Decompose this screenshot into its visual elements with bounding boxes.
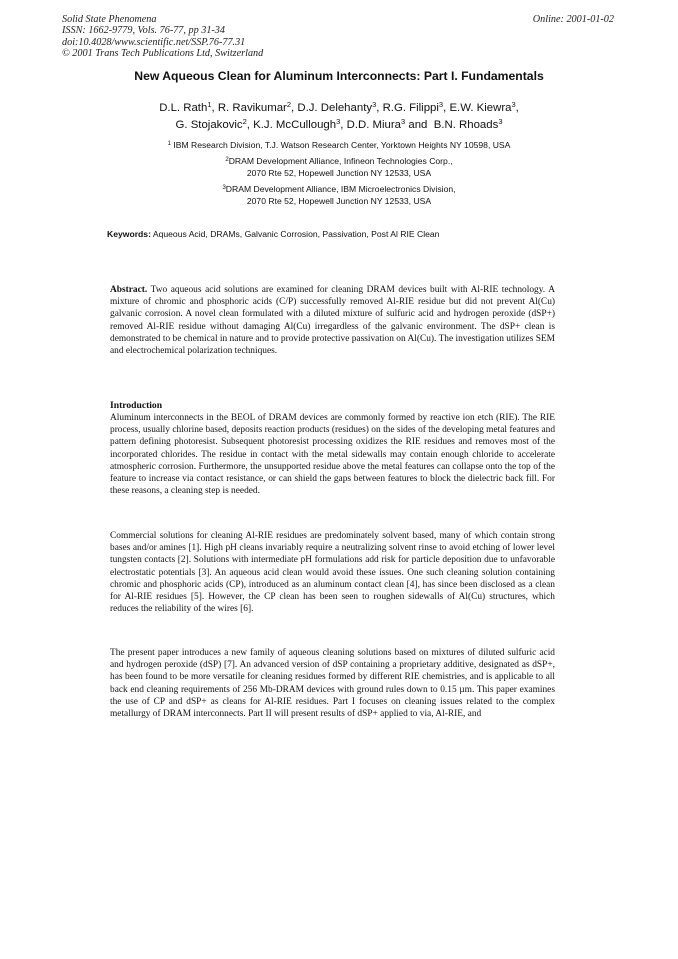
author: E.W. Kiewra$^3$, <box>449 100 519 114</box>
paragraph-3: The present paper introduces a new family of aqueous cleaning solutions based on mixtures of diluted sulfuric acid and hydrogen peroxide (dSP) [7]. An advanced version of dSP containing a proprietary additive, designated as dSP+, has been found to be more versatile for cleaning residues formed by different RIE chemistries, and is applicable to all back end cleaning requirements of 256 Mb-DRAM devices with ground rules down to 0.15 µm. This paper examines the use of CP and dSP+ as cleans for Al-RIE residues. Part I focuses on cleaning issues related to the complex metallurgy of DRAM interconnects. Part II will present results of dSP+ applied to via, Al-RIE, and <box>110 648 555 720</box>
affiliation-1: $^1$ IBM Research Division, T.J. Watson Research Center, Yorktown Heights NY 10598, USA <box>167 140 511 150</box>
keywords-label: Keywords: <box>107 229 151 239</box>
paper-title: New Aqueous Clean for Aluminum Interconnects: Part I. Fundamentals <box>134 69 544 83</box>
author: D.J. Delehanty$^3$, <box>297 100 383 114</box>
author: R. Ravikumar$^2$, <box>217 100 298 114</box>
author: R.G. Filippi$^3$, <box>382 100 450 114</box>
abstract-text: Two aqueous acid solutions are examined for cleaning DRAM devices built with Al-RIE technology. A mixture of chromic and phosphoric acids (C/P) successfully removed Al-RIE residue but did not prevent Al(Cu) galvanic corrosion. A novel clean formulated with a diluted mixture of sulfuric acid and hydrogen peroxide (dSP+) removed Al-RIE residue without damaging Al(Cu) irregardless of the galvanic environment. The dSP+ clean is demonstrated to be chemical in nature and to provide protective passivation on Al(Cu). The investigation utilizes SEM and electrochemical polarization techniques. <box>110 285 555 357</box>
affiliation-3: $^3$DRAM Development Alliance, IBM Microelectronics Division, 2070 Rte 52, Hopewell Junction NY 12533, USA <box>222 184 456 207</box>
author: G. Stojakovic$^2$, <box>175 117 254 131</box>
paragraph-2: Commercial solutions for cleaning Al-RIE residues are predominately solvent based, many of which contain strong bases and/or amines [1]. High pH cleans invariably require a neutralizing solvent rinse to avoid etching of lower level tungsten contacts [2]. Solutions with intermediate pH formulations add risk for particle deposition due to unfavorable electrostatic potentials [3]. An aqueous acid clean would avoid these issues. One such cleaning solution containing chromic and phosphoric acids (CP), introduced as an aluminum contact clean [4], has since been disclosed as a clean for Al-RIE residues [5]. However, the CP clean has been seen to roughen sidewalls of Al(Cu) structures, which reduces the reliability of the wires [6]. <box>110 531 555 615</box>
journal-name: Solid State Phenomena <box>62 14 157 25</box>
keywords-line <box>107 229 439 239</box>
journal-metadata <box>62 14 263 60</box>
author: K.J. McCullough$^3$, <box>253 117 347 131</box>
abstract-label: Abstract. <box>110 285 148 295</box>
author: B.N. Rhoads$^3$ <box>433 117 503 131</box>
author: D.L. Rath$^1$, <box>159 100 218 114</box>
author: D.D. Miura$^3$ and <box>346 117 431 131</box>
author-list <box>0 100 678 134</box>
section-heading-introduction: Introduction <box>110 400 163 411</box>
issn-line: ISSN: 1662-9779, Vols. 76-77, pp 31-34 <box>62 25 225 37</box>
abstract <box>110 284 555 357</box>
paragraph-1: Aluminum interconnects in the BEOL of DRAM devices are commonly formed by reactive ion etch (RIE). The RIE process, usually chlorine based, deposits reaction products (residues) on the sides of the developing metal features and pattern defining photoresist. Subsequent photoresist processing oxidizes the RIE residues and removes most of the incorporated chlorides. The residue in contact with the metal sidewalls may contain enough chloride to accelerate atmospheric corrosion. Furthermore, the unsupported residue above the metal features can collapse onto the top of the feature to increase via contact resistance, or can shield the gaps between features to block the dielectric back fill. For these reasons, a cleaning step is needed. <box>110 413 555 497</box>
author-line-1 <box>0 100 678 117</box>
copyright-line: © 2001 Trans Tech Publications Ltd, Switzerland <box>62 48 264 60</box>
author-line-2 <box>0 117 678 134</box>
affiliation-2: $^2$DRAM Development Alliance, Infineon Technologies Corp., 2070 Rte 52, Hopewell Junction NY 12533, USA <box>225 156 453 179</box>
keywords-text: Aqueous Acid, DRAMs, Galvanic Corrosion, Passivation, Post Al RIE Clean <box>152 229 440 239</box>
doi-link[interactable]: doi:10.4028/www.scientific.net/SSP.76-77.31 <box>62 36 246 48</box>
online-date: Online: 2001-01-02 <box>532 14 614 25</box>
